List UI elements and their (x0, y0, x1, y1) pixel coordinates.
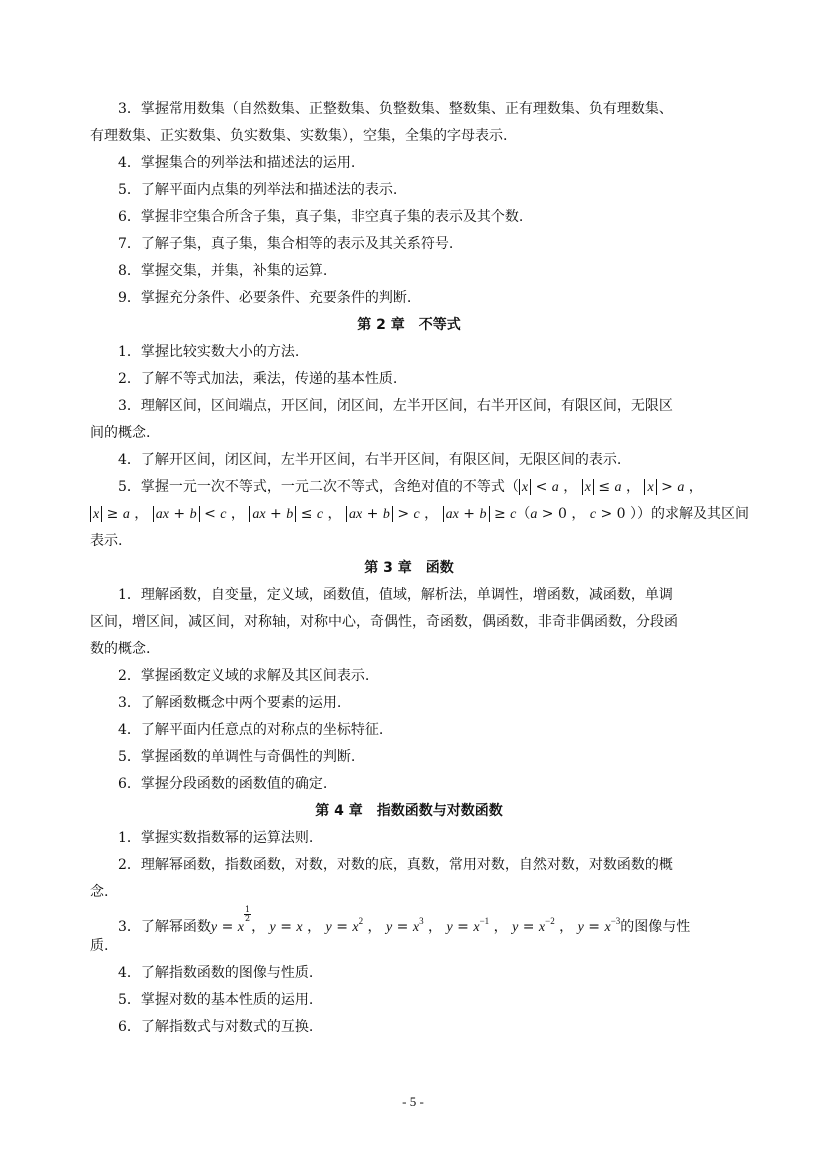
list-item: 8．掌握交集，并集，补集的运算. (118, 263, 328, 279)
list-item: 4．了解开区间，闭区间，左半开区间，右半开区间，有限区间，无限区间的表示. (118, 452, 622, 468)
list-item: 6．掌握分段函数的函数值的确定. (118, 776, 328, 792)
list-item-continuation: 表示. (90, 533, 123, 549)
page-content (90, 96, 750, 1041)
list-item-continuation: 间的概念. (90, 425, 151, 441)
list-item: 3．掌握常用数集（自然数集、正整数集、负整数集、整数集、正有理数集、负有理数集、 (118, 101, 673, 117)
list-item: 5．了解平面内点集的列举法和描述法的表示. (118, 182, 398, 198)
list-item: 1．理解函数，自变量，定义域，函数值，值域，解析法，单调性，增函数，减函数，单调 (118, 587, 673, 603)
list-item: 6．了解指数式与对数式的互换. (118, 1019, 314, 1035)
list-item: 4．了解指数函数的图像与性质. (118, 965, 314, 981)
math-power-functions: y = x $\frac{1}{2}$ ， y = x ， $y = x^2$ ， $y = x^3$ ， $y = x^{-1}$ ， $y = x^{-2}$ ， $y = x^{-3}$ (210, 905, 621, 935)
list-item: 9．掌握充分条件、必要条件、充要条件的判断. (118, 290, 412, 306)
list-item: 3．理解区间，区间端点，开区间，闭区间，左半开区间，右半开区间，有限区间，无限区 (118, 398, 673, 414)
list-item: 5．掌握函数的单调性与奇偶性的判断. (118, 749, 356, 765)
math-inequality: x < a ， x ≤ a ， x > a ， (519, 479, 703, 495)
list-item: 3．了解幂函数y = x $\frac{1}{2}$ ， y = x ， $y = x^2$ ， $y = x^3$ ， $y = x^{-1}$ ， $y = x^{-2}$ ， $y = x^{-3}$的图像与性 (118, 905, 691, 935)
list-item: 2．理解幂函数，指数函数，对数，对数的底，真数，常用对数，自然对数，对数函数的概 (118, 857, 673, 873)
page-number: - 5 - (402, 1094, 424, 1109)
list-item: 1．掌握比较实数大小的方法. (118, 344, 300, 360)
chapter-heading: 第 2 章 不等式 (357, 317, 461, 333)
list-item: 2．掌握函数定义域的求解及其区间表示. (118, 668, 370, 684)
list-item-continuation: 区间，增区间，减区间，对称轴，对称中心，奇偶性，奇函数，偶函数，非奇非偶函数，分段函 (90, 614, 678, 630)
list-item-continuation: 质. (90, 938, 109, 954)
chapter-heading: 第 4 章 指数函数与对数函数 (315, 803, 503, 819)
list-item: 2．了解不等式加法，乘法，传递的基本性质. (118, 371, 398, 387)
list-item: 7．了解子集，真子集，集合相等的表示及其关系符号. (118, 236, 454, 252)
list-item-continuation: x ≥ a ， ax + b < c ， ax + b ≤ c ， ax + b > c ， ax + b ≥ c（a > 0 ， c > 0 ））的求解及其区间 (90, 501, 728, 528)
list-item-continuation: 数的概念. (90, 641, 151, 657)
list-item-continuation: 有理数集、正实数集、负实数集、实数集），空集，全集的字母表示. (90, 128, 508, 144)
list-item: 4．了解平面内任意点的对称点的坐标特征. (118, 722, 384, 738)
math-inequality: x ≥ a ， ax + b < c ， ax + b ≤ c ， ax + b > c ， ax + b ≥ c（a > 0 ， c > 0 ） (90, 506, 637, 522)
list-item: 1．掌握实数指数幂的运算法则. (118, 830, 314, 846)
list-item: 5．掌握一元一次不等式，一元二次不等式，含绝对值的不等式（ x < a ， x ≤ a ， x > a ， (118, 479, 703, 495)
list-item: 3．了解函数概念中两个要素的运用. (118, 695, 342, 711)
list-item: 4．掌握集合的列举法和描述法的运用. (118, 155, 356, 171)
list-item: 5．掌握对数的基本性质的运用. (118, 992, 314, 1008)
chapter-heading: 第 3 章 函数 (364, 560, 454, 576)
list-item: 6．掌握非空集合所含子集，真子集，非空真子集的表示及其个数. (118, 209, 524, 225)
list-item-continuation: 念. (90, 884, 109, 900)
